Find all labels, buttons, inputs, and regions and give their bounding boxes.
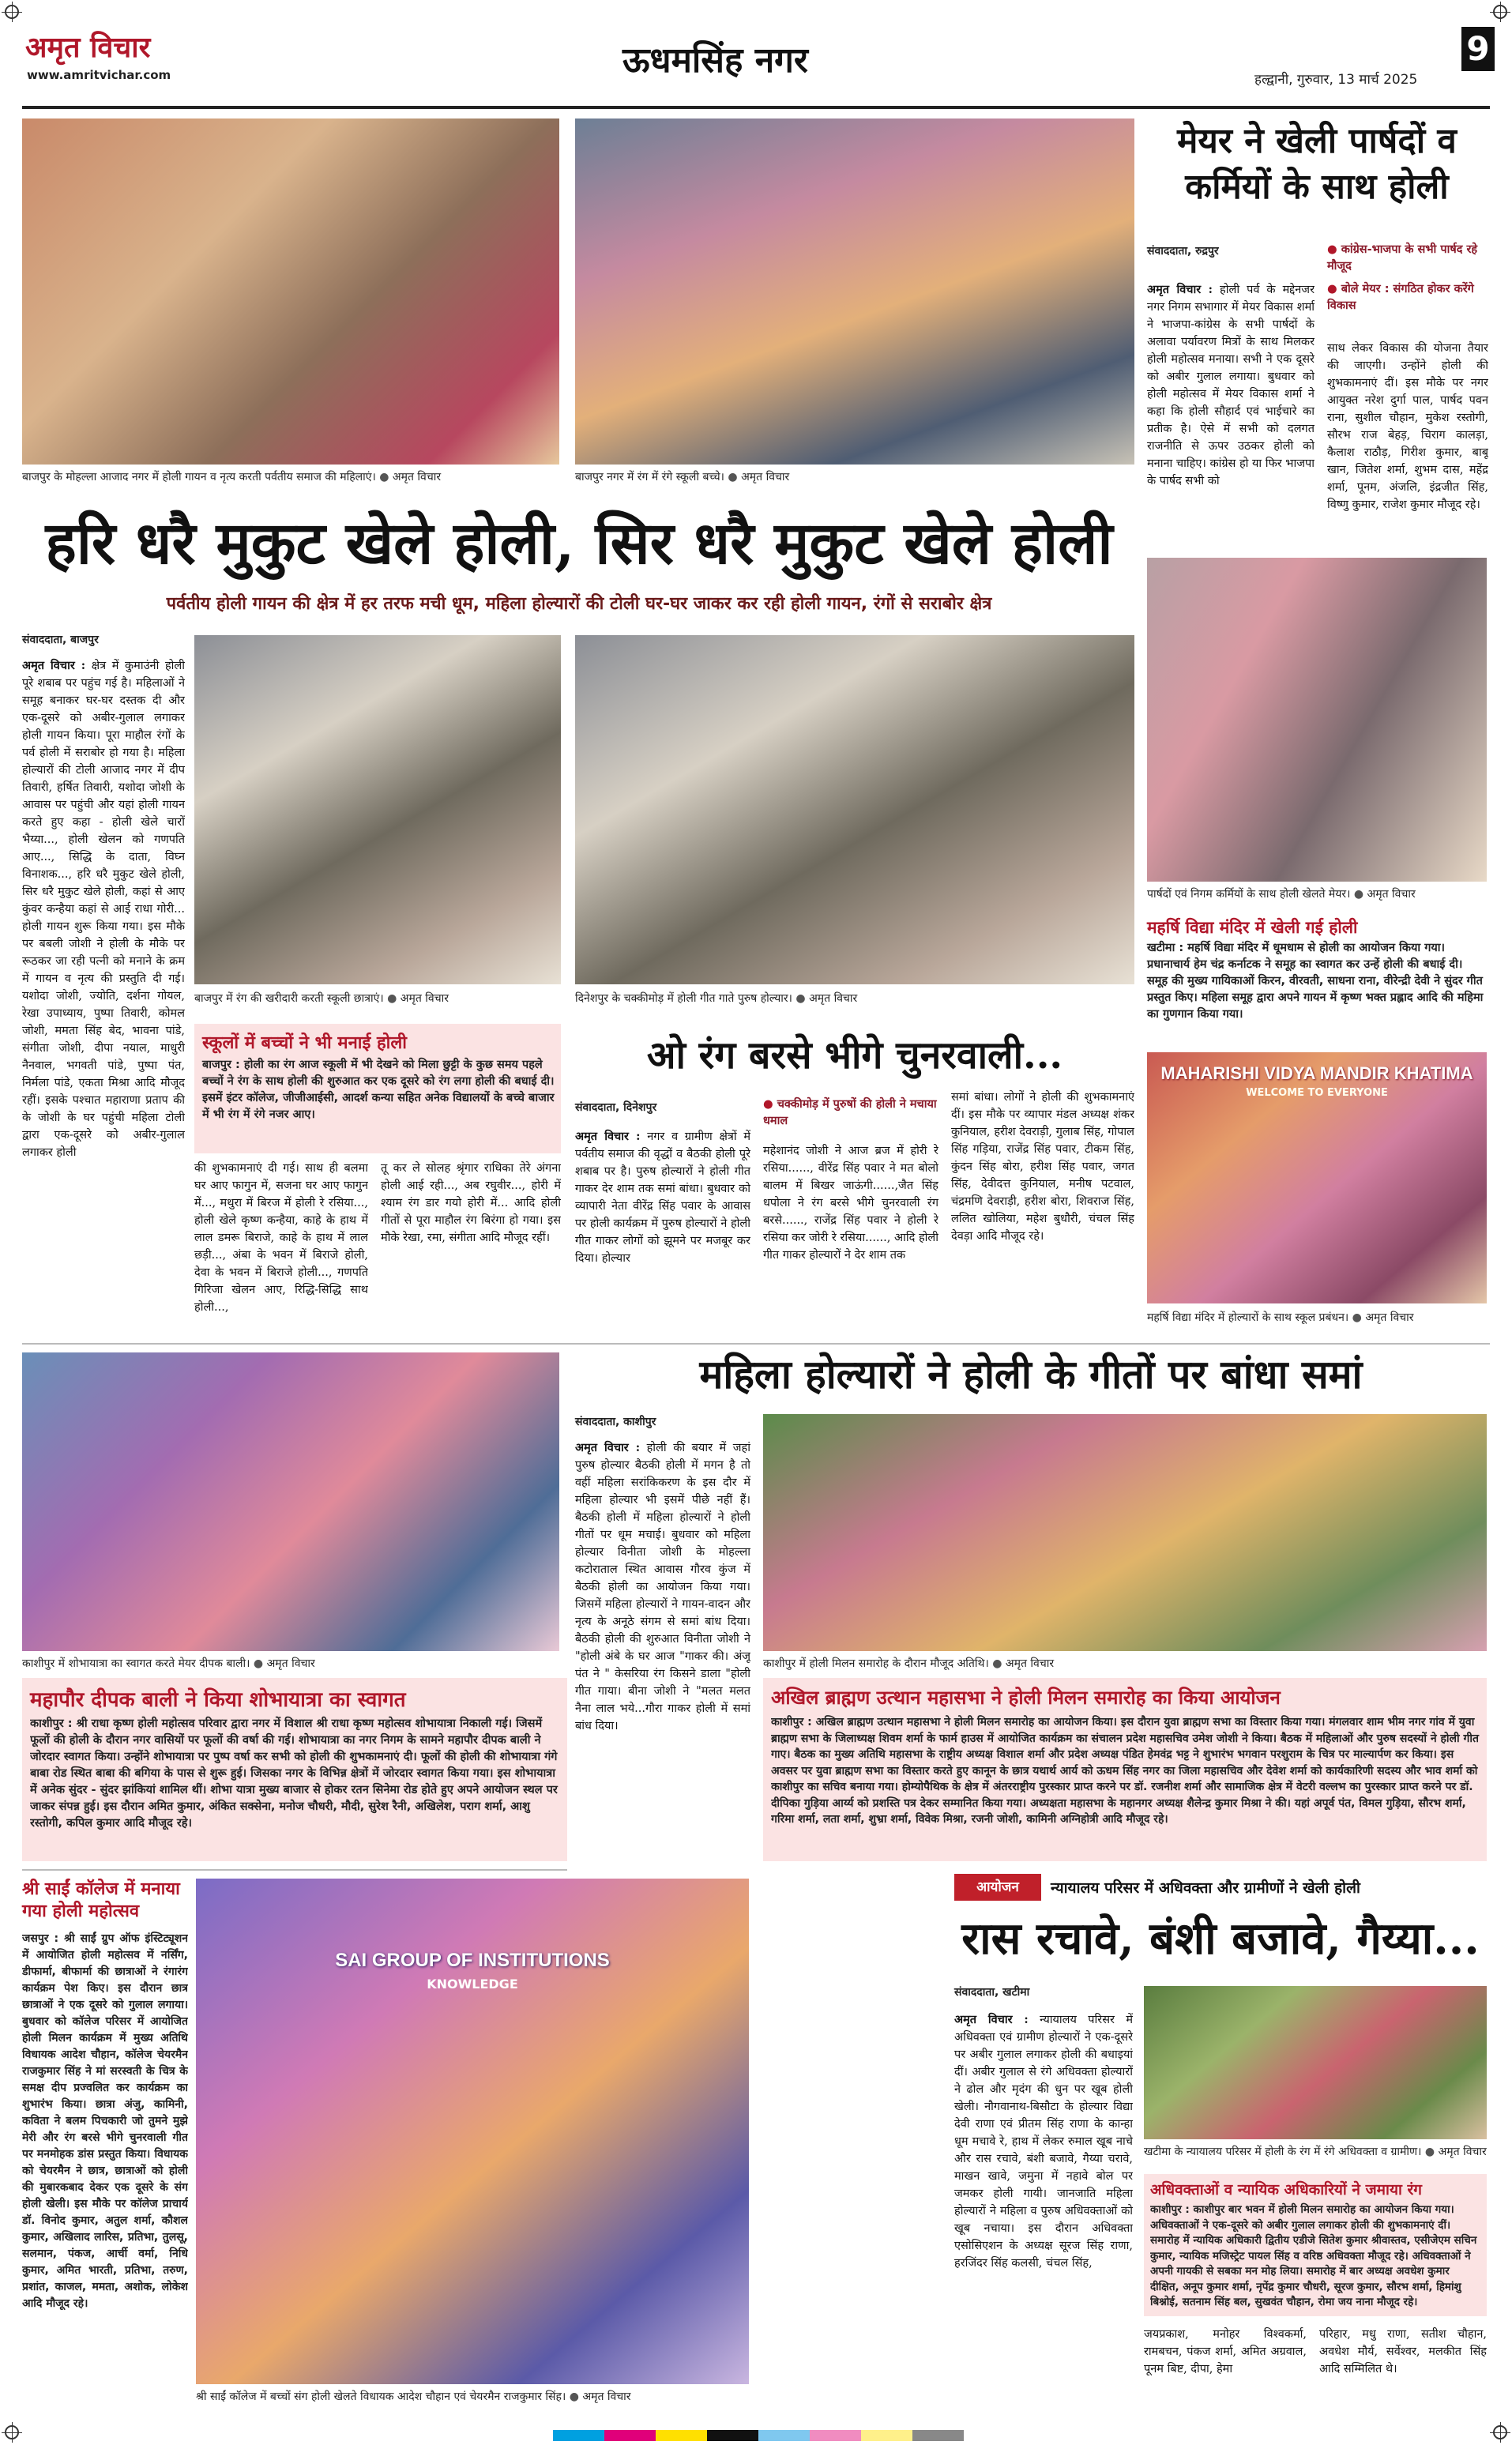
maharishi-text: खटीमा : महर्षि विद्या मंदिर में धूमधाम से होली का आयोजन किया गया। प्रधानाचार्य हेम चंद्र कर्नाटक ने समूह का स्वागत कर उन्हें होली की बधाई दी। समूह की मुख्य गायिकाओं किरन, वीरवती, साधना राना, वीरेन्द्री देवी ने सुंदर गीत प्रस्तुत किए। महिला समूह द्वारा अपने गायन में कृष्ण भक्त प्रह्लाद आदि की महिमा का गुणगान किया गया। [1147,942,1484,1021]
date-line: हल्द्वानी, गुरुवार, 13 मार्च 2025 [1254,72,1418,88]
caption-kashipur-shobha: काशीपुर में शोभायात्रा का स्वागत करते मेयर दीपक बाली। ● अमृत विचार [22,1657,315,1670]
registration-mark-bottom-left [5,2425,19,2439]
photo-school-children [575,118,1134,465]
kashipur-headline: महिला होल्यारों ने होली के गीतों पर बांधा समां [699,1351,1363,1397]
brahmin-headline: अखिल ब्राह्मण उत्थान महासभा ने होली मिलन समारोह का किया आयोजन [771,1687,1281,1709]
mayor-headline: मेयर ने खेली पार्षदों व कर्मियों के साथ होली [1177,121,1457,207]
caption-colors-shop: बाजपुर में रंग की खरीदारी करती स्कूली छात्राएं। ● अमृत विचार [194,992,449,1005]
kashipur-byline: संवाददाता, काशीपुर [575,1416,656,1428]
sai-banner [291,1950,654,1992]
masthead-rule [22,106,1490,109]
paper-name: अमृत विचार [25,31,151,64]
maharishi-banner-sub: WELCOME TO EVERYONE [1246,1087,1388,1099]
rule-mid-2 [22,1869,567,1871]
dineshpur-col-2: महेशानंद जोशी ने आज ब्रज में होरी रे रसिया......, वीरेंद्र सिंह पवार ने मत बोलो बालम में बिखर जाऊंगी......,जैत सिंह धपोला ने रंग बरसे भीगे चुनरवाली रंग बरसे......, राजेंद्र सिंह पवार ने होली रे रसिया कर जोरी रे रसिया......, आदि होली गीत गाकर होल्यारों ने देर शाम तक [763,1145,938,1262]
dineshpur-byline: संवाददाता, दिनेशपुर [575,1101,657,1114]
photo-maharishi [1147,1052,1487,1303]
dineshpur-bullet: ● चक्कीमोड़ में पुरुषों की होली ने मचाया धमाल [763,1098,937,1127]
photo-sai-college [196,1879,749,2384]
photo-women-singing [22,118,559,465]
caption-women-singing: बाजपुर के मोहल्ला आजाद नगर में होली गायन व नृत्य करती पर्वतीय समाज की महिलाएं। ● अमृत विचार [22,471,442,483]
main-subheadline: पर्वतीय होली गायन की क्षेत्र में हर तरफ मची धूम, महिला होल्यारों की टोली घर-घर जाकर कर रही होली गायन, रंगों से सराबोर क्षेत्र [166,594,992,614]
maharishi-headline: महर्षि विद्या मंदिर में खेली गई होली [1147,918,1358,937]
dineshpur-col-1: अमृत विचार : नगर व ग्रामीण क्षेत्रों में पर्वतीय समाज की वृद्धों व बैठकी होली पूरे शबाब पर है। पुरुष होल्यारों ने होली गीत गाकर देर शाम तक समां बांधा। बुधवार को व्यापारी नेता वीरेंद्र सिंह पवार के आवास पर होली कार्यक्रम में पुरुष होल्यारों ने होली गीत गाकर लोगों को झूमने पर मजबूर कर दिया। होल्यार [575,1130,750,1265]
caption-mayor: पार्षदों एवं निगम कर्मियों के साथ होली खेलते मेयर। ● अमृत विचार [1147,888,1416,901]
mayor-col-2: साथ लेकर विकास की योजना तैयार की जाएगी। उन्होंने होली की शुभकामनाएं दीं। इस मौके पर नगर आयुक्त नरेश दुर्गा पाल, पार्षद पवन राना, सुशील चौहान, मुकेश रस्तोगी, सौरभ राज बेहड़, चिराग कालड़ा, कैलाश राठौड़, गिरीश कुमार, बाबू खान, जितेश शर्मा, शुभम दास, महेंद्र शर्मा, पूनम, अंजलि, इंद्रजीत सिंह, विष्णु कुमार, राजेश कुमार मौजूद रहे। [1327,342,1488,511]
photo-khatima-court [1144,1986,1487,2139]
registration-mark-bottom-right [1493,2425,1507,2439]
maharishi-banner-title: MAHARISHI VIDYA MANDIR KHATIMA [1160,1063,1473,1083]
photo-dineshpur [575,635,1134,984]
website: www.amritvichar.com [27,68,171,82]
court-kicker: न्यायालय परिसर में अधिवक्ता और ग्रामीणों ने खेली होली [1051,1879,1360,1897]
sai-text: जसपुर : श्री साईं ग्रुप ऑफ इंस्टिट्यूशन में आयोजित होली महोत्सव में नर्सिंग, डीफार्मा, बीफार्मा की छात्राओं ने रंगारंग कार्यक्रम पेश किए। इस दौरान छात्र छात्राओं ने एक दूसरे को गुलाल लगाया। बुधवार को कॉलेज परिसर में आयोजित होली मिलन कार्यक्रम में मुख्य अतिथि विधायक आदेश चौहान, कॉलेज चेयरमैन राजकुमार सिंह ने मां सरस्वती के चित्र के समक्ष दीप प्रज्वलित कर कार्यक्रम का शुभारंभ किया। छात्रा अंजु, कामिनी, कविता ने बलम पिचकारी जो तुमने मुझे मेरी और रंग बरसे भीगे चुनरवाली गीत पर मनमोहक डांस प्रस्तुत किया। विधायक को चेयरमैन ने छात्र, छात्राओं को होली की मुबारकबाद देकर एक दूसरे के संग होली खेली। इस मौके पर कॉलेज प्राचार्य डॉ. विनोद कुमार, अतुल शर्मा, कौशल कुमार, अखिलाद लारिस, प्रतिभा, तुलसू, सलमान, पंकज, आर्ची वर्मा, निधि कुमार, अमित भारती, प्रतिभा, तरुण, प्रशांत, काजल, ममता, अशोक, लोकेश आदि मौजूद रहे। [22,1932,188,2310]
mayor-bullet-2: ● बोले मेयर : संगठित होकर करेंगे विकास [1327,283,1474,312]
sai-banner-sub: KNOWLEDGE [427,1977,518,1992]
court-headline: रास रचावे, बंशी बजावे, गैय्या... [961,1913,1480,1965]
photo-kashipur-shobha [22,1352,559,1651]
caption-khatima-court: खटीमा के न्यायालय परिसर में होली के रंग में रंगे अधिवक्ता व ग्रामीण। ● अमृत विचार [1144,2146,1487,2158]
advocate-text: काशीपुर : काशीपुर बार भवन में होली मिलन समारोह का आयोजन किया गया। अधिवक्ताओं ने एक-दूसरे को अबीर गुलाल लगाकर होली की शुभकामनाएं दीं। समारोह में न्यायिक अधिकारी द्वितीय एडीजे सितेश कुमार श्रीवास्तव, एसीजेएम सचिन कुमार, न्यायिक मजिस्ट्रेट पायल सिंह व वरिष्ठ अधिवक्ता मौजूद रहे। अधिवक्ताओं ने अपनी गायकी से सबका मन मोह लिया। समारोह में बार अध्यक्ष अवधेश कुमार दीक्षित, अनूप कुमार शर्मा, नृपेंद्र कुमार चौधरी, सूरज कुमार, सौरभ शर्मा, हिमांशु बिश्नोई, सतनाम सिंह बल, सुखवंत चौहान, रोमा जय नाना मौजूद रहे। [1150,2203,1477,2308]
school-headline: स्कूलों में बच्चों ने भी मनाई होली [202,1033,407,1053]
color-stripe-bottom [553,2430,964,2441]
registration-mark-top-right [1493,5,1507,19]
mayor-bullets [1327,242,1488,314]
court-byline: संवाददाता, खटीमा [954,1986,1030,1999]
mayor-col-1: अमृत विचार : होली पर्व के मद्देनजर नगर निगम सभागार में मेयर विकास शर्मा ने भाजपा-कांग्रेस के सभी पार्षदों के अलावा पर्यावरण मित्रों के साथ मिलकर होली महोत्सव मनाया। सभी ने एक दूसरे को अबीर गुलाल लगाया। बुधवार को होली महोत्सव में मेयर विकास शर्मा ने कहा कि होली सौहार्द एवं भाईचारे का प्रतीक है। ऐसे में सभी को दलगत राजनीति से ऊपर उठकर होली को मनाना चाहिए। कांग्रेस हो या फिर भाजपा के पार्षद सभी को [1147,283,1315,487]
mayor-byline: संवाददाता, रुद्रपुर [1147,245,1219,258]
photo-kashipur-milan [763,1414,1487,1651]
mayor-bullet-1: ● कांग्रेस-भाजपा के सभी पार्षद रहे मौजूद [1327,243,1478,273]
caption-school-children: बाजपुर नगर में रंग में रंगे स्कूली बच्चे। ● अमृत विचार [575,471,790,483]
court-tag: आयोजन [954,1874,1041,1901]
registration-mark-top-left [5,5,19,19]
caption-dineshpur: दिनेशपुर के चक्कीमोड़ में होली गीत गाते पुरुष होल्यार। ● अमृत विचार [575,992,858,1005]
main-col-1: अमृत विचार : क्षेत्र में कुमाउंनी होली पूरे शबाब पर पहुंच गई है। महिलाओं ने समूह बनाकर घर-घर दस्तक दी और एक-दूसरे को अबीर-गुलाल लगाकर होली गायन किया। पूरा माहौल रंगों के पर्व होली में सराबोर हो गया है। महिला होल्यारों की टोली आजाद नगर में दीप तिवारी, हर्षित तिवारी, यशोदा जोशी के आवास पर पहुंची और यहां होली गायन करते हुए कहा - होली खेले चारों भैय्या..., होली खेलन को गणपति आए..., सिद्धि के दाता, विघ्न विनाशक..., हरि धरै मुकुट खेले होली, सिर धरै मुकुट खेले होली, कहां से आए कुंवर कन्हैया कहां से आई राधा गोरी... होली गायन शुरू किया गया। इस मौके पर बबली जोशी ने होली के मौके पर रूठकर जा रही पत्नी को मनाने के क्रम में गायन व नृत्य की प्रस्तुति दी गई। यशोदा जोशी, ज्योति, दर्शना गोयल, रेखा उपाध्याय, पुष्पा तिवारी, कोमल जोशी, ममता सिंह बेद, भावना पांडे, संगीता जोशी, दीपा नयाल, माधुरी नैनवाल, भगवती पांडे, पुष्पा पंत, निर्मला पांडे, एकता मिश्रा आदि मौजूद रहीं। इसके पश्चात महाराणा प्रताप की के जोशी के घर पहुंची महिला टोली द्वारा एक-दूसरे को अबीर-गुलाल लगाकर होली [22,659,185,1159]
court-col-2: जयप्रकाश, मनोहर विश्वकर्मा, रामबचन, पंकज शर्मा, अमित अग्रवाल, पूनम बिष्ट, दीपा, हेमा [1144,2328,1307,2375]
caption-kashipur-milan: काशीपुर में होली मिलन समारोह के दौरान मौजूद अतिथि। ● अमृत विचार [763,1657,1055,1670]
advocate-headline: अधिवक्ताओं व न्यायिक अधिकारियों ने जमाया रंग [1150,2181,1422,2199]
masthead [22,24,1490,103]
section-title: ऊधमसिंह नगर [622,40,808,81]
main-headline: हरि धरै मुकुट खेले होली, सिर धरै मुकुट खेले होली [45,510,1113,577]
mahapaur-text: काशीपुर : श्री राधा कृष्ण होली महोत्सव परिवार द्वारा नगर में विशाल श्री राधा कृष्ण महोत्सव शोभायात्रा निकाली गई। जिसमें फूलों की होली के दौरान नगर वासियों पर फूलों की वर्षा की गई। शोभायात्रा का नगर निगम के सामने महापौर दीपक बाली ने जोरदार स्वागत किया। उन्होंने शोभायात्रा पर पुष्प वर्षा कर सभी को होली की शुभकामनाएं दी। फूलों की होली की शोभायात्रा गंगे बाबा रोड स्थित बाबा की बगिया के पास से शुरू हुई। जिसका नगर के विभिन्न क्षेत्रों में जोरदार स्वागत किया गया। इस शोभायात्रा में अनेक सुंदर - सुंदर झांकियां शामिल थीं। शोभा यात्रा मुख्य बाजार से होकर रतन सिनेमा रोड होते हुए अपने आयोजन स्थल पर जाकर संपन्न हुई। इस दौरान अमित कुमार, अंकित सक्सेना, मनोज चौधरी, मौदी, सुरेश रैनी, अखिलेश, पराग शर्मा, आशु रस्तोगी, कपिल कुमार आदि मौजूद रहे। [30,1717,558,1830]
main-col-3: तू कर ले सोलह श्रृंगार राधिका तेरे अंगना होली आई रही..., अब रघुवीर..., होरी में श्याम रंग डार गयो होरी में... आदि होली गीतों से पूरा माहौल रंग बिरंगा हो गया। इस मौके रेखा, रमा, संगीता आदि मौजूद रहीं। [381,1162,561,1244]
dineshpur-headline: ओ रंग बरसे भीगे चुनरवाली... [646,1033,1063,1078]
page-number: 9 [1461,27,1495,71]
caption-maharishi: महर्षि विद्या मंदिर में होल्यारों के साथ स्कूल प्रबंधन। ● अमृत विचार [1147,1311,1414,1324]
court-text: अमृत विचार : न्यायालय परिसर में अधिवक्ता एवं ग्रामीण होल्यारों ने एक-दूसरे पर अबीर गुलाल लगाकर होली की बधाइयां दीं। अबीर गुलाल से रंगे अधिवक्ता होल्यारों ने ढोल और मृदंग की धुन पर खूब होली खेली। नौगवानाथ-बिसौटा के होल्यार विद्या देवी राणा एवं प्रीतम सिंह राणा के कान्हा धूम मचावे रे, हाथ में लेकर रुमाल खूब नाचे और रास रचावे, बंशी बजावे, गैय्या चरावे, माखन खावे, जमुना में नहावे बोल पर जमकर होली गायी। जानजाति महिला होल्यारों ने महिला व पुरुष अधिवक्ताओं को खूब नचाया। इस दौरान अधिवक्ता एसोसिएशन के अध्यक्ष सूरज सिंह राणा, हरजिंदर सिंह कलसी, चंचल सिंह, [954,2013,1133,2270]
rule-mid-1 [22,1343,1490,1345]
brahmin-text: काशीपुर : अखिल ब्राह्मण उत्थान महासभा ने होली मिलन समारोह का आयोजन किया। इस दौरान युवा ब्राह्मण सभा का विस्तार किया गया। मंगलवार शाम भीम नगर गांव में युवा ब्राह्मण सभा के जिलाध्यक्ष शिवम शर्मा के फार्म हाउस में आयोजित कार्यक्रम का संचालन प्रदेश महासचिव उमेश जोशी ने किया। बैठक में महिलाओं और पुरुष सदस्यों ने होली गीत गाए। बैठक का मुख्य अतिथि महासभा के राष्ट्रीय अध्यक्ष विशाल शर्मा और प्रदेश अध्यक्ष पंडित हेमवंद्र भट्ट ने शुभारंभ भगवान परशुराम के चित्र पर माल्यार्पण कर किया। इस अवसर पर युवा ब्राह्मण सभा का विस्तार करते हुए कानून के छात्र यथार्थ आर्य को ऊधम सिंह नगर का जिला महासचिव और देवेश शर्मा को कार्यकारिणी सदस्य और भाव शर्मा को काशीपुर का सचिव बनाया गया। होम्योपैथिक के क्षेत्र में अंतरराष्ट्रीय पुरस्कार प्राप्त करने पर डॉ. रजनीश शर्मा और सामाजिक क्षेत्र में वेटरी वल्लभ का पुरस्कार प्राप्त करने पर डॉ. दीपिका गुड़िया आर्य्य को प्रशस्ति पत्र देकर सम्मानित किया गया। अध्यक्षता महासभा के महानगर अध्यक्ष शैलेन्द्र कुमार मिश्रा ने की। यहां अपूर्व पंत, विमल गुड़िया, सौरभ शर्मा, गरिमा शर्मा, लता शर्मा, शुभ्रा शर्मा, विवेक मिश्रा, रजनी जोशी, कामिनी अग्निहोत्री आदि मौजूद रहे। [771,1716,1480,1826]
school-text: बाजपुर : होली का रंग आज स्कूली में भी देखने को मिला छुट्टी के कुछ समय पहले बच्चों ने रंग के साथ होली की शुरुआत कर एक दूसरे को रंग लगा होली की बधाई दी। इसमें इंटर कॉलेज, जीजीआईसी, आदर्श कन्या सहित अनेक विद्यालयों के बच्चे बाजार में भी रंग में रंगे नजर आए। [202,1059,555,1121]
photo-mayor [1147,558,1487,882]
caption-sai-college: श्री साईं कॉलेज में बच्चों संग होली खेलते विधायक आदेश चौहान एवं चेयरमैन राजकुमार सिंह। ● अमृत विचार [196,2390,631,2403]
kashipur-text: अमृत विचार : होली की बयार में जहां पुरुष होल्यार बैठकी होली में मगन है तो वहीं महिला सरांकिकरण के इस दौर में महिला होल्यार भी इसमें पीछे नहीं हैं। बैठकी होली में महिला होल्यारों ने होली गीतों पर धूम मचाई। बुधवार को महिला होल्यार विनीता जोशी के मोहल्ला कटोराताल स्थित आवास गौरव कुंज में बैठकी होली का आयोजन किया गया। जिसमें महिला होल्यारों ने गायन-वादन और नृत्य के अनूठे संगम से समां बांध दिया। बैठकी होली की शुरुआत विनीता जोशी ने "होली अंबे के घर आज "गाकर की। अंजू पंत ने " केसरिया रंग किसने डाला "होली गीत गाया। बीना जोशी ने "मलत मलत नैना लाल भये...गौरा गाकर होली में समां बांध दिया। [575,1441,750,1732]
main-col-2: की शुभकामनाएं दी गई। साथ ही बलमा घर आए फागुन में, सजना घर आए फागुन में..., मथुरा में बिरज में होली रे रसिया..., होली खेले कृष्ण कन्हैया, काहे के हाथ में लाल डमरू बिराजे, काहे के हाथ में लाल छड़ी..., अंबा के भवन में बिराजे होली, देवा के भवन में बिराजे होली..., गणपति गिरिजा खेलन आए, रिद्धि-सिद्धि साथ होली..., [194,1162,368,1314]
court-col-3: परिहार, मधु राणा, सतीश चौहान, अवधेश मौर्य, सर्वेश्वर, मलकीत सिंह आदि सम्मिलित थे। [1319,2328,1487,2375]
main-byline: संवाददाता, बाजपुर [22,634,99,646]
maharishi-banner [1147,1063,1487,1099]
photo-colors-shop [194,635,561,984]
sai-headline: श्री साईं कॉलेज में मनाया गया होली महोत्सव [22,1879,180,1921]
dineshpur-col-3: समां बांधा। लोगों ने होली की शुभकामनाएं दीं। इस मौके पर व्यापार मंडल अध्यक्ष शंकर कुनियाल, हरीश देवराड़ी, गुलाब सिंह, गोपाल सिंह गड़िया, राजेंद्र सिंह पवार, टीकम सिंह, कुंदन सिंह बोरा, हरीश सिंह पवार, जगत सिंह, देवीदत्त कुनियाल, मनीष पटवाल, चंद्रमणि देवराड़ी, हरीश बोरा, शिवराज सिंह, ललित खोलिया, महेश बुधौरी, चंचल सिंह देवड़ा आदि मौजूद रहे। [951,1091,1134,1243]
sai-banner-title: SAI GROUP OF INSTITUTIONS [335,1950,610,1971]
mahapaur-headline: महापौर दीपक बाली ने किया शोभायात्रा का स्वागत [30,1688,406,1712]
